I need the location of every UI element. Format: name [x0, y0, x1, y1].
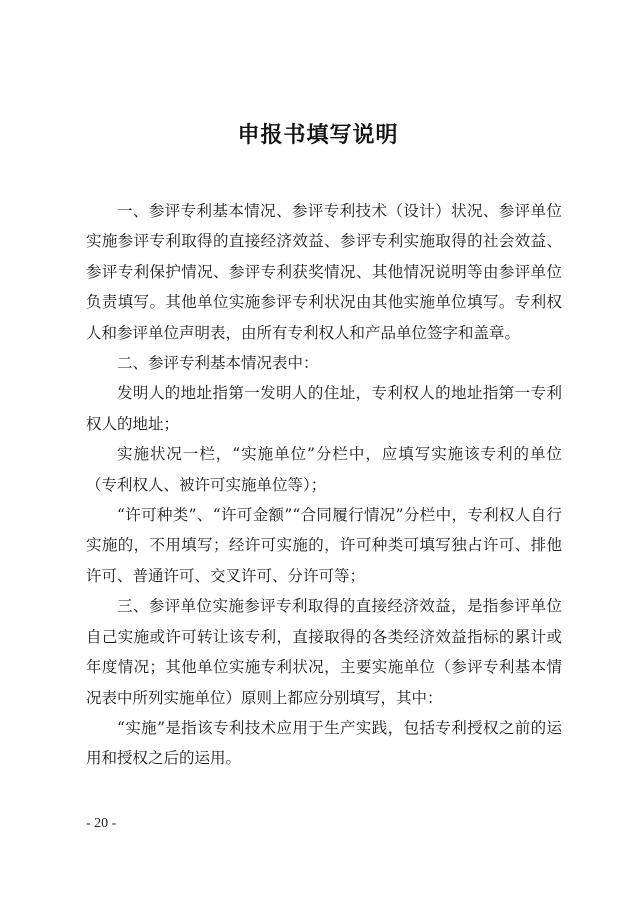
paragraph-6: 三、参评单位实施参评专利取得的直接经济效益，是指参评单位自己实施或许可转让该专利，直接取得的各类经济效益指标的累计或年度情况；其他单位实施专利状况，主要实施单位（参评专利基本情况表中所列实施单位）原则上都应分别填写，其中：	[86, 597, 562, 707]
page-number: - 20 -	[86, 816, 117, 831]
paragraph-5: “许可种类”、“许可金额”“合同履行情况”分栏中，专利权人自行实施的，不用填写；经许可实施的，许可种类可填写独占许可、排他许可、普通许可、交叉许可、分许可等；	[86, 506, 562, 585]
instruction-body	[86, 196, 562, 774]
page-title: 申报书填写说明	[237, 123, 399, 148]
paragraph-7: “实施”是指该专利技术应用于生产实践，包括专利授权之前的运用和授权之后的运用。	[86, 718, 562, 768]
paragraph-2: 二、参评专利基本情况表中：	[117, 354, 319, 373]
paragraph-1: 一、参评专利基本情况、参评专利技术（设计）状况、参评单位实施参评专利取得的直接经济效益、参评专利实施取得的社会效益、参评专利保护情况、参评专利获奖情况、其他情况说明等由参评单位负责填写。其他单位实施参评专利状况由其他实施单位填写。专利权人和参评单位声明表，由所有专利权人和产品单位签字和盖章。	[86, 202, 562, 342]
paragraph-3: 发明人的地址指第一发明人的住址，专利权人的地址指第一专利权人的地址；	[86, 384, 562, 433]
paragraph-4: 实施状况一栏，“实施单位”分栏中，应填写实施该专利的单位（专利权人、被许可实施单位等）；	[86, 445, 562, 494]
